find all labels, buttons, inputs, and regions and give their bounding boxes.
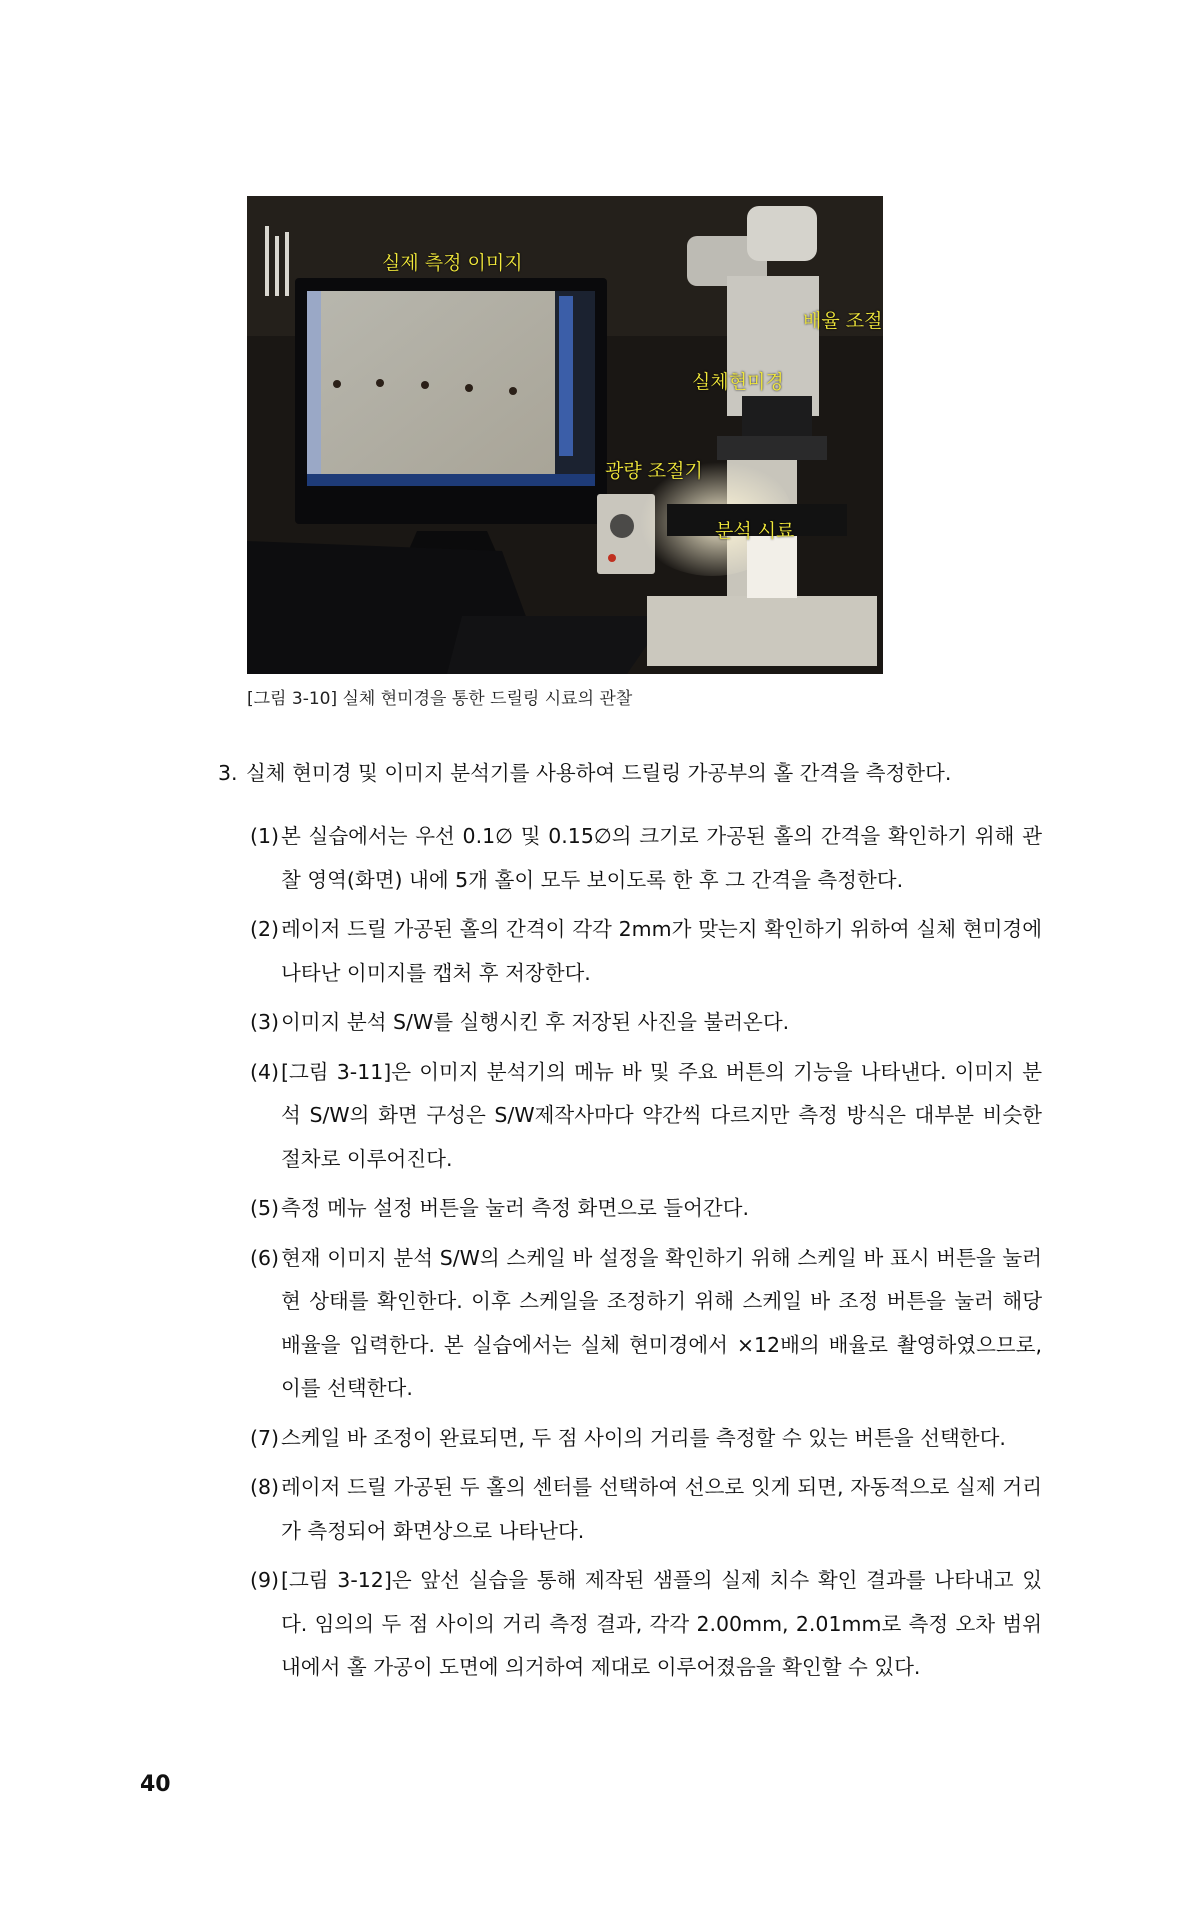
item-text: 레이저 드릴 가공된 두 홀의 센터를 선택하여 선으로 잇게 되면, 자동적으로 실제 거리가 측정되어 화면상으로 나타난다.: [281, 1475, 1042, 1543]
heading-number: 3.: [218, 761, 238, 785]
annotation-microscope: 실체현미경: [692, 371, 784, 393]
list-item: [218, 1001, 1042, 1045]
item-number: (8): [250, 1475, 280, 1499]
item-number: (7): [250, 1425, 280, 1450]
item-number: (5): [250, 1196, 280, 1220]
item-text: 이미지 분석 S/W를 실행시킨 후 저장된 사진을 불러온다.: [281, 1010, 790, 1034]
list-item: [218, 1417, 1042, 1461]
list-item: [218, 815, 1042, 902]
annotation-sample: 분석 시료: [715, 520, 795, 542]
item-text: 레이저 드릴 가공된 홀의 간격이 각각 2mm가 맞는지 확인하기 위하여 실체 현미경에 나타난 이미지를 캡처 후 저장한다.: [281, 917, 1042, 985]
list-item: [218, 1559, 1042, 1690]
item-text: [그림 3-11]은 이미지 분석기의 메뉴 바 및 주요 버튼의 기능을 나타낸다. 이미지 분석 S/W의 화면 구성은 S/W제작사마다 약간씩 다르지만 측정 방식은 대부분 비슷한 절차로 이루어진다.: [281, 1059, 1042, 1171]
figure-caption: [그림 3-10] 실체 현미경을 통한 드릴링 시료의 관찰: [247, 689, 633, 709]
item-number: (9): [250, 1568, 280, 1592]
body-text: [218, 763, 1042, 1690]
item-number: (4): [250, 1059, 280, 1084]
list-item: [218, 1466, 1042, 1553]
figure-photo: [247, 196, 883, 674]
item-number: (1): [250, 824, 280, 848]
item-text: 본 실습에서는 우선 0.1∅ 및 0.15∅의 크기로 가공된 홀의 간격을 확인하기 위해 관찰 영역(화면) 내에 5개 홀이 모두 보이도록 한 후 그 간격을 측정한다.: [281, 824, 1042, 892]
page-number: 40: [140, 1772, 171, 1797]
heading-text: 실체 현미경 및 이미지 분석기를 사용하여 드릴링 가공부의 홀 간격을 측정한다.: [246, 761, 952, 785]
list-item: [218, 1187, 1042, 1231]
list-item: [218, 1237, 1042, 1411]
item-number: (3): [250, 1010, 280, 1034]
annotation-light-controller: 광량 조절기: [605, 460, 703, 482]
microscope-setup-photo: [247, 196, 883, 674]
item-number: (2): [250, 917, 280, 941]
list-item: [218, 908, 1042, 995]
annotation-real-image: 실제 측정 이미지: [382, 252, 523, 274]
item-text: 측정 메뉴 설정 버튼을 눌러 측정 화면으로 들어간다.: [281, 1196, 749, 1220]
annotation-zoom: 배율 조절: [803, 310, 883, 332]
item-number: (6): [250, 1245, 280, 1270]
item-text: 스케일 바 조정이 완료되면, 두 점 사이의 거리를 측정할 수 있는 버튼을 선택한다.: [281, 1425, 1006, 1450]
item-text: [그림 3-12]은 앞선 실습을 통해 제작된 샘플의 실제 치수 확인 결과를 나타내고 있다. 임의의 두 점 사이의 거리 측정 결과, 각각 2.00mm, 2.01mm로 측정 오차 범위 내에서 홀 가공이 도면에 의거하여 제대로 이루어졌음을 확인할 수 있다.: [281, 1568, 1042, 1679]
item-text: 현재 이미지 분석 S/W의 스케일 바 설정을 확인하기 위해 스케일 바 표시 버튼을 눌러 현 상태를 확인한다. 이후 스케일을 조정하기 위해 스케일 바 조정 버튼을 눌러 해당 배율을 입력한다. 본 실습에서는 실체 현미경에서 ×12배의 배율로 촬영하였으므로, 이를 선택한다.: [281, 1245, 1042, 1400]
list-item: [218, 1051, 1042, 1182]
section-heading: [218, 763, 1042, 809]
